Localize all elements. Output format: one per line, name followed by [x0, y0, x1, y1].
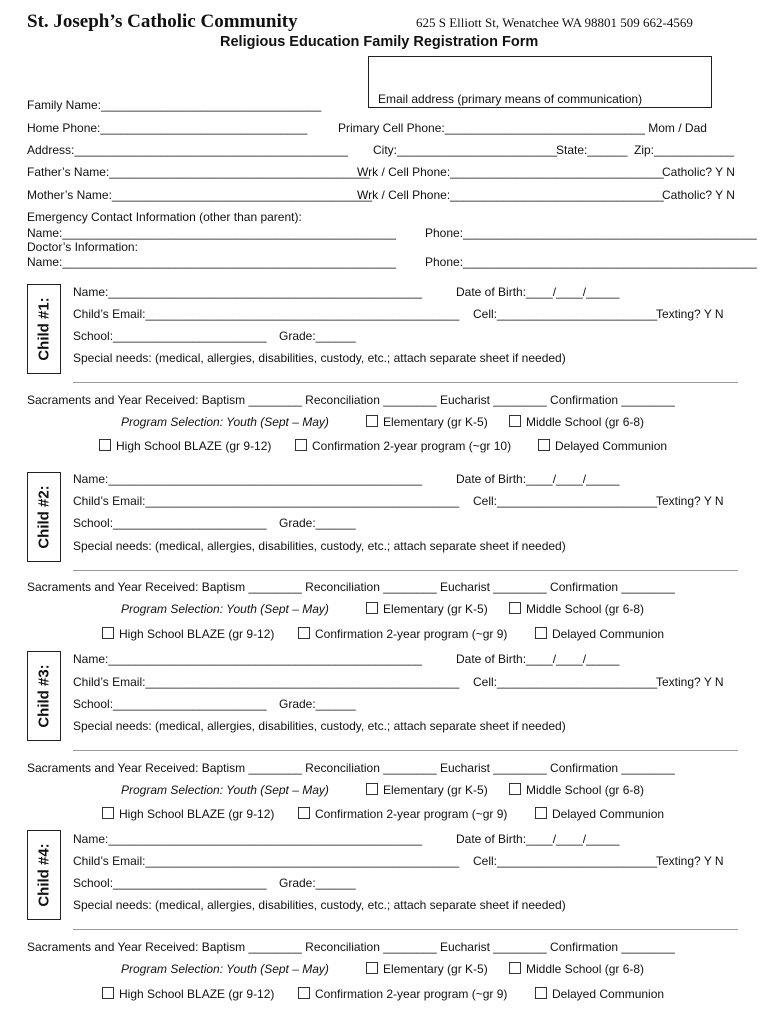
- option-label: Middle School (gr 6-8): [526, 415, 645, 429]
- option-label: High School BLAZE (gr 9-12): [119, 807, 275, 821]
- child-label-box: [27, 651, 61, 741]
- child-email-field[interactable]: Child’s Email:_______________________________________________: [73, 494, 460, 508]
- father-name-field[interactable]: Father’s Name:_______________________________________: [27, 165, 370, 179]
- checkbox-icon[interactable]: [298, 807, 310, 819]
- option-label: Middle School (gr 6-8): [526, 962, 645, 976]
- option-elementary[interactable]: [366, 783, 488, 797]
- program-selection-label: Program Selection: Youth (Sept – May): [121, 602, 329, 616]
- program-selection-label: Program Selection: Youth (Sept – May): [121, 783, 329, 797]
- option-delayed-communion[interactable]: [538, 439, 667, 453]
- child-dob-field[interactable]: Date of Birth:____/____/_____: [456, 832, 620, 846]
- option-label: Confirmation 2-year program (~gr 9): [315, 627, 508, 641]
- checkbox-icon[interactable]: [102, 627, 114, 639]
- child-cell-field[interactable]: Cell:________________________: [473, 854, 658, 868]
- checkbox-icon[interactable]: [509, 962, 521, 974]
- child-email-field[interactable]: Child’s Email:_______________________________________________: [73, 675, 460, 689]
- child-grade-field[interactable]: Grade:______: [279, 516, 356, 530]
- child-name-field[interactable]: Name:_______________________________________________: [73, 652, 423, 666]
- option-label: Confirmation 2-year program (~gr 10): [312, 439, 512, 453]
- email-label: Email address (primary means of communication): [378, 92, 643, 106]
- checkbox-icon[interactable]: [298, 987, 310, 999]
- special-needs-line[interactable]: [73, 750, 738, 751]
- option-label: High School BLAZE (gr 9-12): [116, 439, 272, 453]
- child-school-field[interactable]: School:_______________________: [73, 516, 267, 530]
- org-address: 625 S Elliott St, Wenatchee WA 98801 509 662-4569: [416, 15, 693, 30]
- org-name: St. Joseph’s Catholic Community: [27, 11, 298, 32]
- child-special-needs: Special needs: (medical, allergies, disabilities, custody, etc.; attach separate sheet if needed): [73, 351, 566, 365]
- checkbox-icon[interactable]: [99, 439, 111, 451]
- option-confirmation[interactable]: [298, 807, 507, 821]
- checkbox-icon[interactable]: [295, 439, 307, 451]
- checkbox-icon[interactable]: [366, 962, 378, 974]
- child-special-needs: Special needs: (medical, allergies, disabilities, custody, etc.; attach separate sheet if needed): [73, 898, 566, 912]
- mother-catholic[interactable]: Catholic? Y N: [662, 188, 735, 202]
- checkbox-icon[interactable]: [366, 602, 378, 614]
- option-label: High School BLAZE (gr 9-12): [119, 627, 275, 641]
- option-elementary[interactable]: [366, 415, 488, 429]
- father-phone-field[interactable]: Wrk / Cell Phone:________________________________: [357, 165, 664, 179]
- option-elementary[interactable]: [366, 962, 488, 976]
- checkbox-icon[interactable]: [538, 439, 550, 451]
- child-email-field[interactable]: Child’s Email:_______________________________________________: [73, 854, 460, 868]
- option-confirmation[interactable]: [298, 987, 507, 1001]
- option-label: Elementary (gr K-5): [383, 602, 488, 616]
- option-label: Delayed Communion: [552, 627, 665, 641]
- child-label-box: [27, 472, 61, 562]
- emergency-name-field[interactable]: Name:__________________________________________________: [27, 226, 397, 240]
- child-school-field[interactable]: School:_______________________: [73, 329, 267, 343]
- child-cell-field[interactable]: Cell:________________________: [473, 675, 658, 689]
- option-label: Confirmation 2-year program (~gr 9): [315, 807, 508, 821]
- child-special-needs: Special needs: (medical, allergies, disabilities, custody, etc.; attach separate sheet if needed): [73, 719, 566, 733]
- option-label: Delayed Communion: [552, 807, 665, 821]
- child-dob-field[interactable]: Date of Birth:____/____/_____: [456, 285, 620, 299]
- option-label: Middle School (gr 6-8): [526, 602, 645, 616]
- child-label: Child #4:: [35, 843, 53, 907]
- city-field[interactable]: City:________________________: [373, 143, 558, 157]
- doctor-heading: Doctor’s Information:: [27, 240, 138, 254]
- option-middle-school[interactable]: [509, 783, 644, 797]
- option-label: Elementary (gr K-5): [383, 962, 488, 976]
- child-sacraments[interactable]: Sacraments and Year Received: Baptism ________ Reconciliation ________ Eucharist ________ Confirmation ________: [27, 393, 675, 407]
- child-texting[interactable]: Texting? Y N: [656, 854, 724, 868]
- family-name-field[interactable]: Family Name:_________________________________: [27, 98, 322, 112]
- child-cell-field[interactable]: Cell:________________________: [473, 494, 658, 508]
- child-texting[interactable]: Texting? Y N: [656, 307, 724, 321]
- option-delayed-communion[interactable]: [535, 627, 664, 641]
- emergency-phone-field[interactable]: Phone:____________________________________________: [425, 226, 757, 240]
- doctor-name-field[interactable]: Name:__________________________________________________: [27, 255, 397, 269]
- mother-name-field[interactable]: Mother’s Name:_______________________________________: [27, 188, 373, 202]
- child-grade-field[interactable]: Grade:______: [279, 329, 356, 343]
- option-label: Confirmation 2-year program (~gr 9): [315, 987, 508, 1001]
- checkbox-icon[interactable]: [535, 627, 547, 639]
- child-sacraments[interactable]: Sacraments and Year Received: Baptism ________ Reconciliation ________ Eucharist ________ Confirmation ________: [27, 761, 675, 775]
- child-label-box: [27, 284, 61, 374]
- home-phone-field[interactable]: Home Phone:_______________________________: [27, 121, 308, 135]
- child-name-field[interactable]: Name:_______________________________________________: [73, 832, 423, 846]
- option-delayed-communion[interactable]: [535, 987, 664, 1001]
- address-field[interactable]: Address:_________________________________________: [27, 143, 348, 157]
- option-high-school[interactable]: [99, 439, 271, 453]
- option-label: Delayed Communion: [552, 987, 665, 1001]
- email-field[interactable]: [368, 56, 712, 108]
- checkbox-icon[interactable]: [509, 783, 521, 795]
- special-needs-line[interactable]: [73, 929, 738, 930]
- option-label: Delayed Communion: [555, 439, 668, 453]
- special-needs-line[interactable]: [73, 382, 738, 383]
- option-confirmation[interactable]: [295, 439, 511, 453]
- checkbox-icon[interactable]: [298, 627, 310, 639]
- checkbox-icon[interactable]: [509, 415, 521, 427]
- child-dob-field[interactable]: Date of Birth:____/____/_____: [456, 472, 620, 486]
- checkbox-icon[interactable]: [102, 807, 114, 819]
- option-delayed-communion[interactable]: [535, 807, 664, 821]
- child-school-field[interactable]: School:_______________________: [73, 876, 267, 890]
- option-high-school[interactable]: [102, 807, 274, 821]
- child-label: Child #3:: [35, 664, 53, 728]
- option-elementary[interactable]: [366, 602, 488, 616]
- option-high-school[interactable]: [102, 627, 274, 641]
- form-title: Religious Education Family Registration Form: [220, 34, 539, 50]
- state-field[interactable]: State:______: [556, 143, 628, 157]
- child-name-field[interactable]: Name:_______________________________________________: [73, 472, 423, 486]
- child-label: Child #1:: [35, 297, 53, 361]
- option-middle-school[interactable]: [509, 962, 644, 976]
- child-dob-field[interactable]: Date of Birth:____/____/_____: [456, 652, 620, 666]
- doctor-phone-field[interactable]: Phone:____________________________________________: [425, 255, 757, 269]
- child-school-field[interactable]: School:_______________________: [73, 697, 267, 711]
- child-special-needs: Special needs: (medical, allergies, disabilities, custody, etc.; attach separate sheet if needed): [73, 539, 566, 553]
- mother-phone-field[interactable]: Wrk / Cell Phone:________________________________: [357, 188, 664, 202]
- option-middle-school[interactable]: [509, 415, 644, 429]
- option-middle-school[interactable]: [509, 602, 644, 616]
- father-catholic[interactable]: Catholic? Y N: [662, 165, 735, 179]
- child-texting[interactable]: Texting? Y N: [656, 675, 724, 689]
- checkbox-icon[interactable]: [366, 415, 378, 427]
- primary-cell-field[interactable]: Primary Cell Phone:______________________________ Mom / Dad: [338, 121, 707, 135]
- checkbox-icon[interactable]: [102, 987, 114, 999]
- child-cell-field[interactable]: Cell:________________________: [473, 307, 658, 321]
- option-confirmation[interactable]: [298, 627, 507, 641]
- checkbox-icon[interactable]: [535, 807, 547, 819]
- program-selection-label: Program Selection: Youth (Sept – May): [121, 415, 329, 429]
- child-sacraments[interactable]: Sacraments and Year Received: Baptism ________ Reconciliation ________ Eucharist ________ Confirmation ________: [27, 940, 675, 954]
- option-label: Elementary (gr K-5): [383, 415, 488, 429]
- child-name-field[interactable]: Name:_______________________________________________: [73, 285, 423, 299]
- child-grade-field[interactable]: Grade:______: [279, 697, 356, 711]
- checkbox-icon[interactable]: [366, 783, 378, 795]
- option-label: Middle School (gr 6-8): [526, 783, 645, 797]
- special-needs-line[interactable]: [73, 570, 738, 571]
- zip-field[interactable]: Zip:____________: [634, 143, 735, 157]
- emergency-heading: Emergency Contact Information (other than parent):: [27, 210, 302, 224]
- checkbox-icon[interactable]: [509, 602, 521, 614]
- child-email-field[interactable]: Child’s Email:_______________________________________________: [73, 307, 460, 321]
- option-high-school[interactable]: [102, 987, 274, 1001]
- child-label-box: [27, 830, 61, 920]
- child-texting[interactable]: Texting? Y N: [656, 494, 724, 508]
- child-grade-field[interactable]: Grade:______: [279, 876, 356, 890]
- checkbox-icon[interactable]: [535, 987, 547, 999]
- child-sacraments[interactable]: Sacraments and Year Received: Baptism ________ Reconciliation ________ Eucharist ________ Confirmation ________: [27, 580, 675, 594]
- option-label: High School BLAZE (gr 9-12): [119, 987, 275, 1001]
- option-label: Elementary (gr K-5): [383, 783, 488, 797]
- child-label: Child #2:: [35, 485, 53, 549]
- program-selection-label: Program Selection: Youth (Sept – May): [121, 962, 329, 976]
